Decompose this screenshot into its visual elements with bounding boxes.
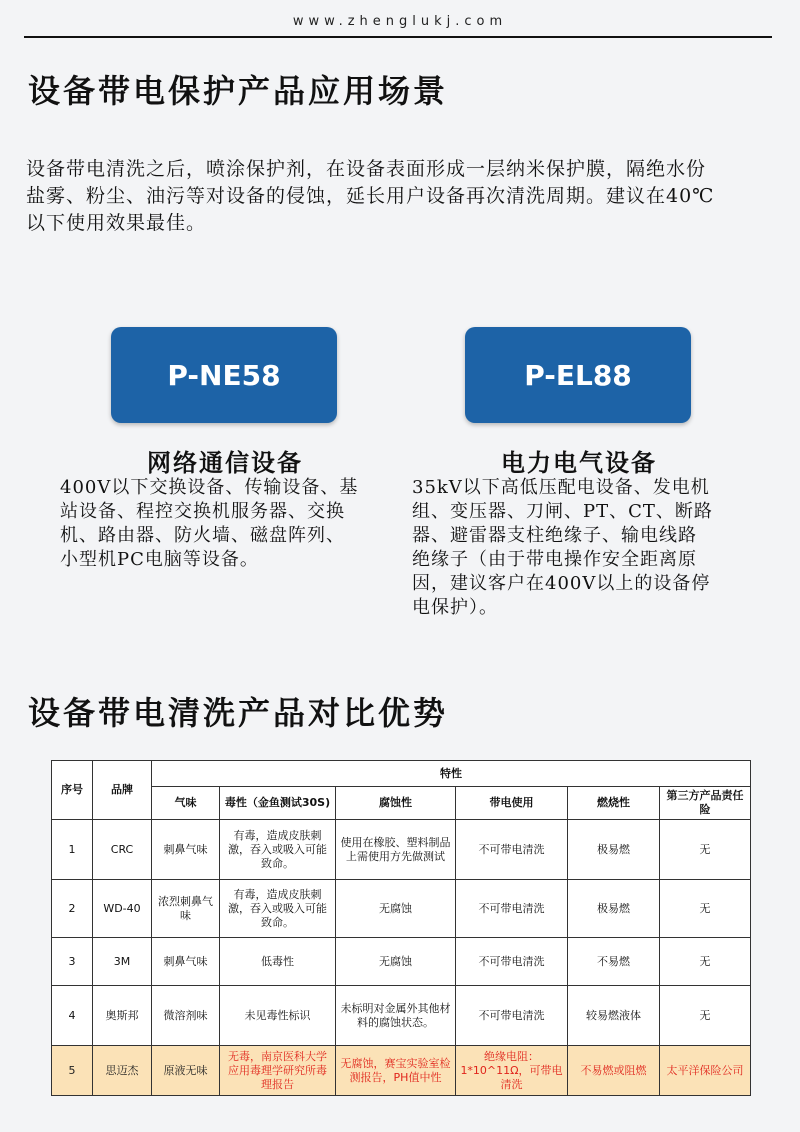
intro-line: 盐雾、粉尘、油污等对设备的侵蚀，延长用户设备再次清洗周期。建议在40℃ — [26, 185, 715, 207]
product-button-el88[interactable]: P-EL88 — [465, 327, 691, 423]
header-toxicity: 毒性（金鱼测试30S) — [220, 787, 336, 820]
website-url: www.zhenglukj.com — [292, 14, 508, 29]
cell-insurance: 无 — [660, 880, 751, 938]
desc-line: 绝缘子（由于带电操作安全距离原 — [412, 549, 697, 570]
cell-odor: 刺鼻气味 — [152, 938, 220, 986]
cell-no: 5 — [52, 1046, 93, 1096]
cell-toxicity: 未见毒性标识 — [220, 986, 336, 1046]
cell-odor: 刺鼻气味 — [152, 820, 220, 880]
section-title-application: 设备带电保护产品应用场景 — [28, 72, 449, 110]
cell-insurance: 无 — [660, 986, 751, 1046]
desc-line: 因，建议客户在400V以上的设备停 — [412, 573, 711, 594]
desc-line: 组、变压器、刀闸、PT、CT、断路 — [412, 501, 713, 522]
cell-live-use: 不可带电清洗 — [456, 938, 568, 986]
cell-live-use: 不可带电清洗 — [456, 986, 568, 1046]
cell-odor: 原液无味 — [152, 1046, 220, 1096]
category-desc-power — [412, 476, 713, 620]
cell-live-use: 不可带电清洗 — [456, 880, 568, 938]
intro-line: 设备带电清洗之后，喷涂保护剂，在设备表面形成一层纳米保护膜，隔绝水份 — [26, 158, 707, 180]
cell-corrosion: 无腐蚀 — [336, 938, 456, 986]
header-flammability: 燃烧性 — [568, 787, 660, 820]
cell-insurance: 太平洋保险公司 — [660, 1046, 751, 1096]
desc-line: 器、避雷器支柱绝缘子、输电线路 — [412, 525, 697, 546]
cell-no: 1 — [52, 820, 93, 880]
cell-odor: 浓烈刺鼻气味 — [152, 880, 220, 938]
desc-line: 400V以下交换设备、传输设备、基 — [60, 477, 359, 498]
table-row — [52, 820, 751, 880]
header-divider — [24, 36, 772, 38]
cell-no: 3 — [52, 938, 93, 986]
desc-line: 35kV以下高低压配电设备、发电机 — [412, 477, 710, 498]
cell-live-use: 绝缘电阻：1*10^11Ω，可带电清洗 — [456, 1046, 568, 1096]
cell-insurance: 无 — [660, 938, 751, 986]
desc-line: 电保护）。 — [412, 597, 498, 618]
cell-toxicity: 低毒性 — [220, 938, 336, 986]
cell-flammability: 极易燃 — [568, 880, 660, 938]
cell-brand: 3M — [93, 938, 152, 986]
intro-line: 以下使用效果最佳。 — [26, 212, 207, 234]
header-no: 序号 — [52, 761, 93, 820]
cell-corrosion: 使用在橡胶、塑料制品上需使用方先做测试 — [336, 820, 456, 880]
cell-toxicity: 无毒，南京医科大学应用毒理学研究所毒理报告 — [220, 1046, 336, 1096]
cell-toxicity: 有毒，造成皮肤刺激，吞入或吸入可能致命。 — [220, 880, 336, 938]
cell-flammability: 不易燃或阻燃 — [568, 1046, 660, 1096]
header-features: 特性 — [152, 761, 751, 787]
table-row-highlighted — [52, 1046, 751, 1096]
cell-brand: 奥斯邦 — [93, 986, 152, 1046]
cell-corrosion: 无腐蚀，赛宝实验室检测报告，PH值中性 — [336, 1046, 456, 1096]
header-brand: 品牌 — [93, 761, 152, 820]
cell-corrosion: 无腐蚀 — [336, 880, 456, 938]
intro-paragraph — [26, 156, 766, 237]
table-row — [52, 880, 751, 938]
cell-no: 2 — [52, 880, 93, 938]
section-title-comparison: 设备带电清洗产品对比优势 — [28, 694, 449, 732]
cell-no: 4 — [52, 986, 93, 1046]
cell-live-use: 不可带电清洗 — [456, 820, 568, 880]
cell-flammability: 较易燃液体 — [568, 986, 660, 1046]
category-title-power: 电力电气设备 — [501, 448, 657, 477]
cell-brand: 思迈杰 — [93, 1046, 152, 1096]
cell-brand: CRC — [93, 820, 152, 880]
table-row — [52, 938, 751, 986]
product-button-ne58[interactable]: P-NE58 — [111, 327, 337, 423]
cell-corrosion: 未标明对金属外其他材料的腐蚀状态。 — [336, 986, 456, 1046]
header-live-use: 带电使用 — [456, 787, 568, 820]
category-title-network: 网络通信设备 — [147, 448, 303, 477]
cell-odor: 微溶剂味 — [152, 986, 220, 1046]
category-desc-network — [60, 476, 358, 572]
cell-flammability: 不易燃 — [568, 938, 660, 986]
cell-flammability: 极易燃 — [568, 820, 660, 880]
comparison-table — [51, 760, 751, 1096]
cell-toxicity: 有毒，造成皮肤刺激，吞入或吸入可能致命。 — [220, 820, 336, 880]
cell-brand: WD-40 — [93, 880, 152, 938]
desc-line: 站设备、程控交换机服务器、交换 — [60, 501, 345, 522]
header-corrosion: 腐蚀性 — [336, 787, 456, 820]
header-insurance: 第三方产品责任险 — [660, 787, 751, 820]
desc-line: 小型机PC电脑等设备。 — [60, 549, 259, 570]
desc-line: 机、路由器、防火墙、磁盘阵列、 — [60, 525, 345, 546]
cell-insurance: 无 — [660, 820, 751, 880]
table-row — [52, 986, 751, 1046]
header-odor: 气味 — [152, 787, 220, 820]
